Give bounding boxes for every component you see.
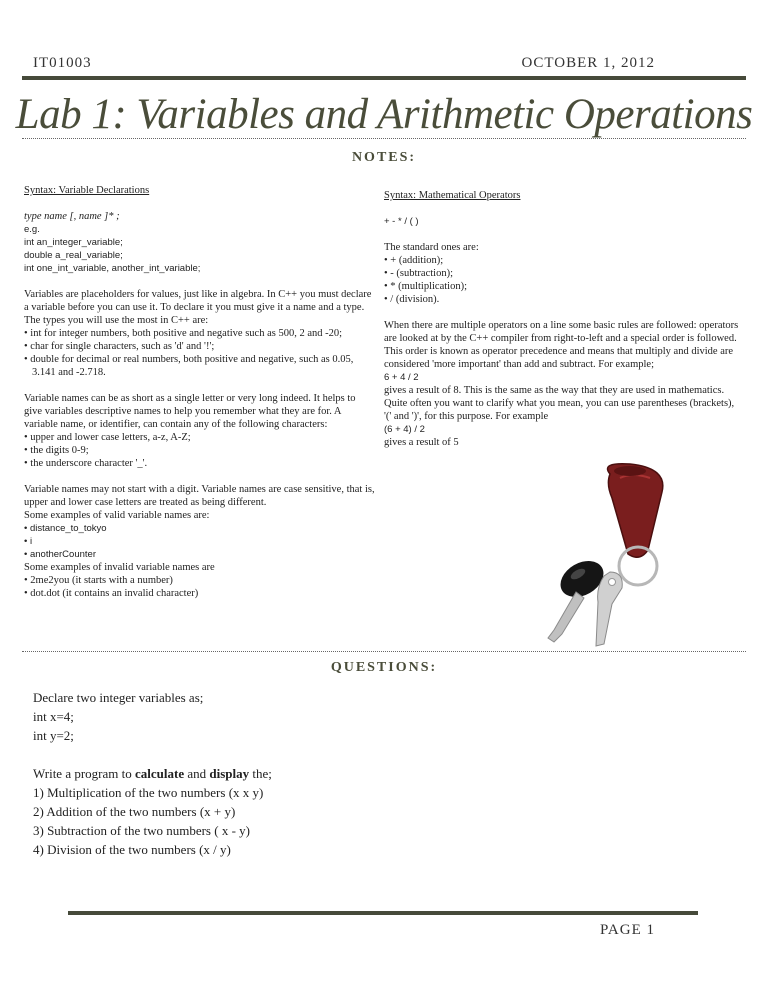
syntax-line: int an_integer_variable; bbox=[24, 237, 123, 248]
standard-intro: The standard ones are: bbox=[384, 242, 479, 253]
example-result: gives a result of 5 bbox=[384, 437, 459, 448]
syntax-line: int one_int_variable, another_int_variable; bbox=[24, 263, 201, 274]
question-line: int x=4; bbox=[33, 709, 74, 724]
questions-divider bbox=[22, 651, 746, 652]
header-date: OCTOBER 1, 2012 bbox=[521, 55, 655, 71]
questions-block bbox=[33, 688, 272, 859]
left-column bbox=[24, 184, 376, 600]
course-code: IT01003 bbox=[33, 55, 92, 71]
char-item: • upper and lower case letters, a-z, A-Z; bbox=[24, 432, 191, 443]
questions-heading: QUESTIONS: bbox=[330, 660, 438, 675]
valid-example: • i bbox=[24, 536, 33, 547]
invalid-example: • 2me2you (it starts with a number) bbox=[24, 575, 173, 586]
operator-item: • + (addition); bbox=[384, 255, 444, 266]
invalid-example: • dot.dot (it contains an invalid character) bbox=[24, 588, 199, 599]
syntax-line: double a_real_variable; bbox=[24, 250, 123, 261]
calculate-word: calculate bbox=[135, 766, 185, 781]
title-divider bbox=[22, 138, 746, 139]
task-item: 3) Subtraction of the two numbers ( x - y) bbox=[33, 823, 250, 838]
task-item: 1) Multiplication of the two numbers (x x y) bbox=[33, 785, 264, 800]
valid-intro: Some examples of valid variable names are: bbox=[24, 510, 210, 521]
type-item: • char for single characters, such as 'd' and '!'; bbox=[24, 341, 215, 352]
header-rule bbox=[22, 76, 746, 80]
variable-syntax-heading: Syntax: Variable Declarations bbox=[24, 185, 150, 196]
char-item: • the underscore character '_'. bbox=[24, 458, 148, 469]
case-paragraph: Variable names may not start with a digit. Variable names are case sensitive, that is, upper and lower case letters are treated as being different. bbox=[24, 484, 375, 508]
type-item: • double for decimal or real numbers, both positive and negative, such as 0.05, 3.141 and -2.718. bbox=[24, 354, 354, 378]
precedence-paragraph: When there are multiple operators on a line some basic rules are followed: operators are looked at by the C++ compiler from right-to-left and a special order is followed. This order is known as operator precedence and means that multiply and divide are considered 'more important' than add and subtract. For example; bbox=[384, 320, 739, 370]
example-expression: 6 + 4 / 2 bbox=[384, 372, 419, 383]
instruction-line: Write a program to calculate and display the; bbox=[33, 766, 272, 781]
operators-line: + - * / ( ) bbox=[384, 216, 419, 227]
operator-item: • / (division). bbox=[384, 294, 440, 305]
example-result: gives a result of 8. This is the same as the way that they are used in mathematics. Quite often you want to clarify what you mean, you can use parentheses (brackets), '(' and ')', for this purpose. For example bbox=[384, 385, 735, 422]
names-paragraph: Variable names can be as short as a single letter or very long indeed. It helps to give variables descriptive names to help you remember what they are for. A variable name, or identifier, can contain any of the following characters: bbox=[24, 393, 356, 430]
type-item: • int for integer numbers, both positive and negative such as 500, 2 and -20; bbox=[24, 328, 343, 339]
char-item: • the digits 0-9; bbox=[24, 445, 89, 456]
notes-heading: NOTES: bbox=[351, 150, 417, 165]
task-item: 2) Addition of the two numbers (x + y) bbox=[33, 804, 236, 819]
variables-paragraph: Variables are placeholders for values, just like in algebra. In C++ you must declare a variable before you can use it. To declare it you must give it a name and a type. The types you will use the most in C++ are: bbox=[24, 289, 372, 326]
operators-syntax-heading: Syntax: Mathematical Operators bbox=[384, 190, 521, 201]
page-number: PAGE 1 bbox=[599, 922, 655, 938]
example-expression: (6 + 4) / 2 bbox=[384, 424, 425, 435]
footer-rule bbox=[68, 911, 698, 915]
syntax-line: e.g. bbox=[24, 224, 40, 235]
car-keys-image bbox=[540, 462, 690, 652]
question-line: int y=2; bbox=[33, 728, 74, 743]
page-title: Lab 1: Variables and Arithmetic Operations bbox=[15, 91, 753, 138]
invalid-intro: Some examples of invalid variable names are bbox=[24, 562, 215, 573]
task-item: 4) Division of the two numbers (x / y) bbox=[33, 842, 231, 857]
display-word: display bbox=[209, 766, 250, 781]
valid-example: • anotherCounter bbox=[24, 549, 96, 560]
right-column bbox=[384, 189, 740, 449]
syntax-line: type name [, name ]* ; bbox=[24, 211, 120, 222]
question-line: Declare two integer variables as; bbox=[33, 690, 204, 705]
operator-item: • * (multiplication); bbox=[384, 281, 467, 292]
operator-item: • - (subtraction); bbox=[384, 268, 453, 279]
valid-example: • distance_to_tokyo bbox=[24, 523, 107, 534]
